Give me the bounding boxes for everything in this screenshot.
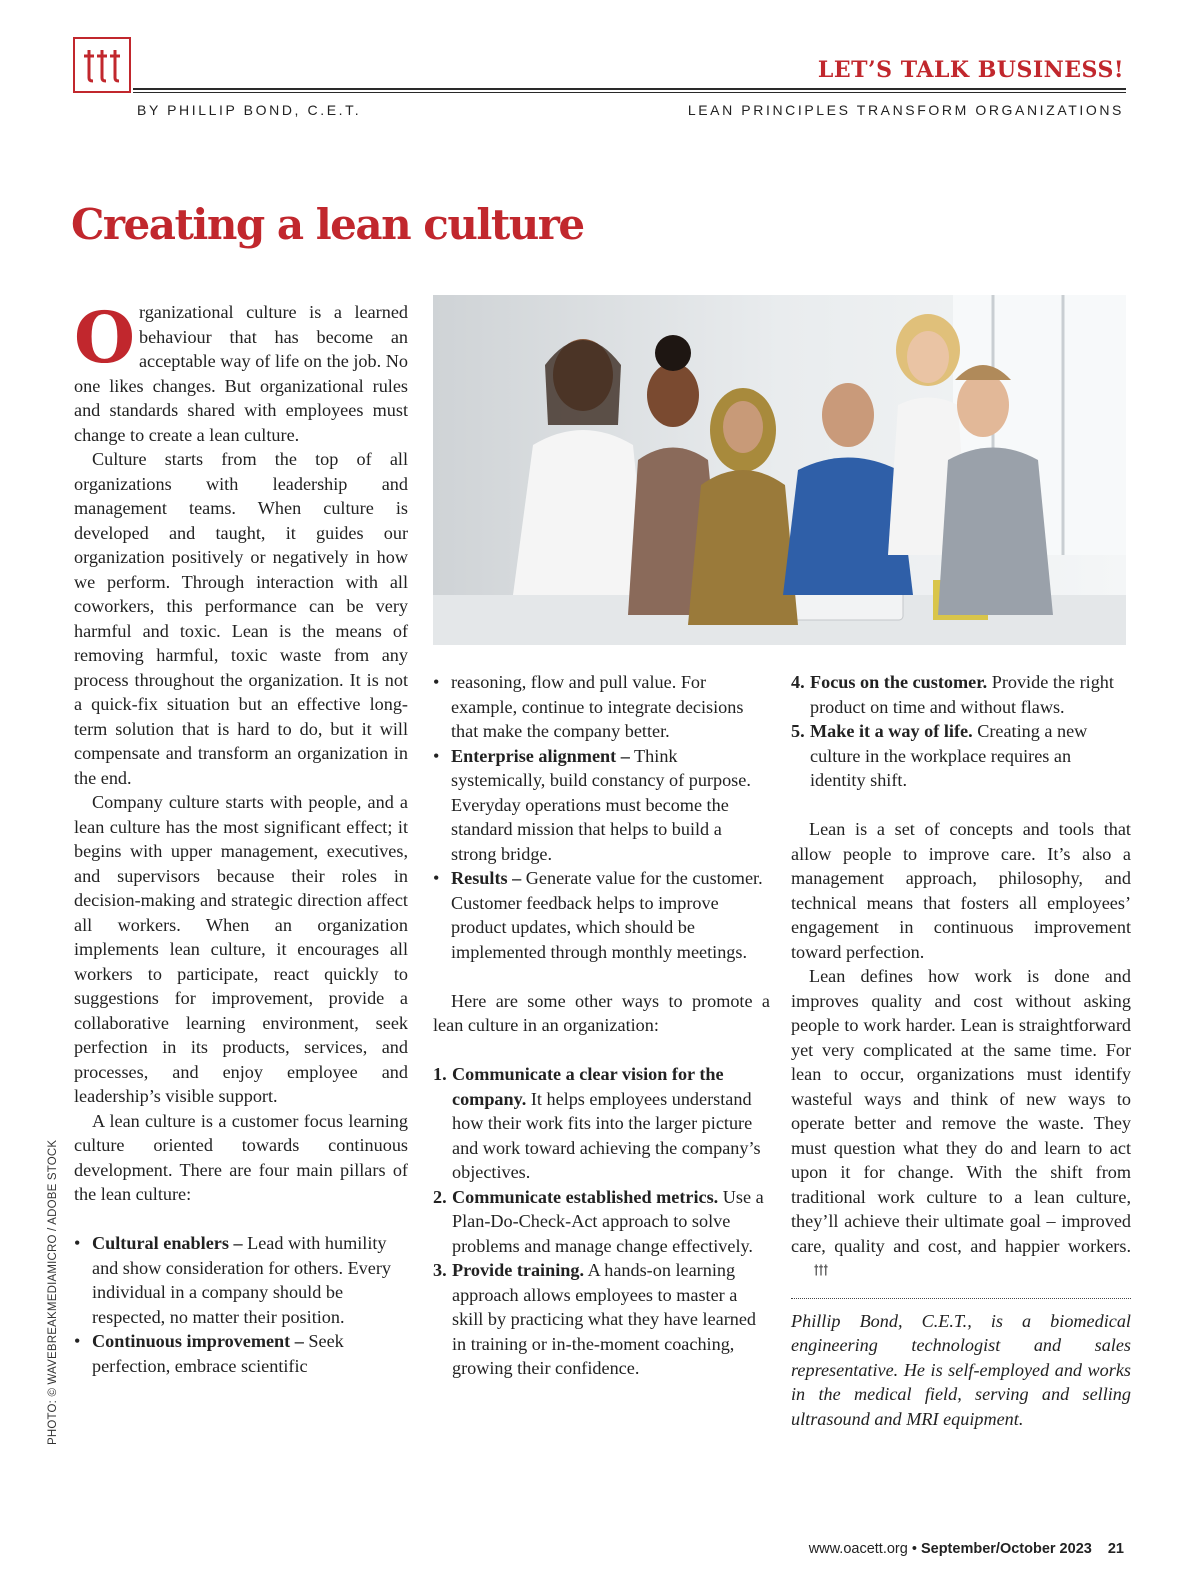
list-text: It helps employees understand how their work fits into the larger picture and work toward achieving the company’s objectives. [452, 1088, 761, 1182]
pillars-list-continued [433, 670, 770, 964]
list-term: Focus on the customer. [810, 672, 988, 692]
list-number: 1. [433, 1064, 447, 1084]
list-item [433, 744, 770, 867]
topic-label: LEAN PRINCIPLES TRANSFORM ORGANIZATIONS [687, 102, 1124, 118]
list-item [74, 1231, 408, 1329]
section-title: LET’S TALK BUSINESS! [817, 57, 1124, 83]
article-column-3 [791, 670, 1131, 1431]
list-term: Continuous improvement – [92, 1331, 304, 1351]
page-footer [809, 1541, 1124, 1557]
list-text: Lead with humility and show consideration for others. Every individual in a company should be respected, no matter their position. [92, 1233, 392, 1327]
footer-separator: • [911, 1541, 917, 1557]
paragraph: Here are some other ways to promote a lean culture in an organization: [433, 990, 770, 1035]
list-term: Enterprise alignment – [451, 745, 630, 766]
end-mark-icon [795, 1260, 829, 1285]
list-item [791, 670, 1131, 719]
list-item [433, 866, 770, 964]
list-number: 4. [791, 672, 805, 692]
byline: BY PHILLIP BOND, C.E.T. [137, 102, 362, 118]
list-number: 2. [433, 1186, 447, 1207]
paragraph-text: rganizational culture is a learned behaviour that has become an acceptable way of life on the job. No one likes changes. But organizational rules and standards shared with employees must change to create a lean culture. [74, 302, 408, 445]
ways-list-continued [791, 670, 1131, 793]
list-term: Communicate established metrics. [452, 1186, 719, 1207]
list-text: Use a Plan-Do-Check-Act approach to solve problems and manage change effectively. [452, 1186, 764, 1256]
header-rule [133, 88, 1126, 93]
page-number: 21 [1107, 1541, 1124, 1557]
ttt-logo-icon [73, 37, 131, 93]
ways-list [433, 1062, 770, 1381]
list-text: Provide the right product on time and without flaws. [810, 672, 1114, 717]
list-text: reasoning, flow and pull value. For example, continue to integrate decisions that make the company better. [451, 672, 744, 741]
list-text: Think systemically, build constancy of purpose. Everyday operations must become the standard mission that helps to build a strong bridge. [451, 745, 751, 864]
list-term: Results – [451, 868, 522, 888]
article-column-2 [433, 670, 770, 1381]
article-column-1 [74, 296, 408, 1378]
list-item [433, 1258, 770, 1381]
paragraph [791, 964, 1131, 1285]
list-item [791, 719, 1131, 793]
paragraph [74, 296, 408, 447]
list-number: 3. [433, 1260, 447, 1280]
paragraph: Culture starts from the top of all organizations with leadership and management teams. When culture is developed and taught, it guides our organization positively or negatively in how we perform. Through interaction with all coworkers, this performance can be very harmful and toxic. Lean is the means of removing harmful, toxic waste from any process throughout the organization. It is not a quick-fix situation but an effective long-term solution that is hard to do, but it will compensate and transform an organization in the end. [74, 449, 408, 788]
paragraph: Lean is a set of concepts and tools that allow people to improve care. It’s also a management approach, philosophy, and technical means that fosters all employees’ engagement in continuous improvement toward perfection. [791, 819, 1131, 962]
paragraph: Company culture starts with people, and a lean culture has the most significant effect; it begins with upper management, executives, and supervisors because their roles in decision-making and strategic direction affect all workers. When an organization implements lean culture, it encourages all workers to participate, react quickly to suggestions for improvement, provide a collaborative learning environment, seek perfection in its products, services, and processes, and enjoy employee and leadership’s visible support. [74, 792, 408, 1106]
drop-cap: O [74, 296, 135, 379]
author-bio: Phillip Bond, C.E.T., is a biomedical engineering technologist and sales representative. He is self-employed and works in the medical field, serving and selling ultrasound and MRI equipment. [791, 1310, 1131, 1429]
pillars-list [74, 1231, 408, 1378]
list-term: Communicate a clear vision for the company. [452, 1064, 724, 1109]
paragraph: A lean culture is a customer focus learning culture oriented towards continuous development. There are four main pillars of the lean culture: [74, 1110, 408, 1204]
team-photo [433, 295, 1126, 645]
list-text: A hands-on learning approach allows employees to master a skill by practicing what they have learned in training or in-the-moment coaching, growing their confidence. [452, 1260, 757, 1378]
list-term: Make it a way of life. [810, 721, 973, 741]
photo-credit: PHOTO: © WAVEBREAKMEDIAMICRO / ADOBE STOCK [47, 1139, 59, 1445]
list-number: 5. [791, 721, 805, 741]
list-text: Seek perfection, embrace scientific [92, 1331, 344, 1376]
website-url: www.oacett.org [808, 1541, 908, 1557]
bio-divider [791, 1298, 1131, 1299]
list-text: Generate value for the customer. Customer feedback helps to improve product updates, which should be implemented through monthly meetings. [451, 868, 763, 962]
list-item [74, 1329, 408, 1378]
list-item-continued [433, 670, 770, 744]
list-text: Creating a new culture in the workplace requires an identity shift. [810, 721, 1088, 790]
issue-date: September/October 2023 [920, 1541, 1092, 1557]
list-term: Provide training. [452, 1260, 585, 1280]
paragraph-text: Lean defines how work is done and improves quality and cost without asking people to work harder. Lean is straightforward yet very complicated at the same time. For lean to occur, organizations must identify wasteful ways and think of new ways to operate better and remove the waste. They must question what they do and learn to act upon it for change. With the shift from traditional work culture to a lean culture, they’ll achieve their ultimate goal – improved care, quality and cost, and happier workers. [791, 966, 1131, 1256]
list-item [433, 1062, 770, 1185]
article-headline: Creating a lean culture [71, 200, 584, 249]
list-term: Cultural enablers – [92, 1233, 243, 1253]
list-item [433, 1185, 770, 1259]
